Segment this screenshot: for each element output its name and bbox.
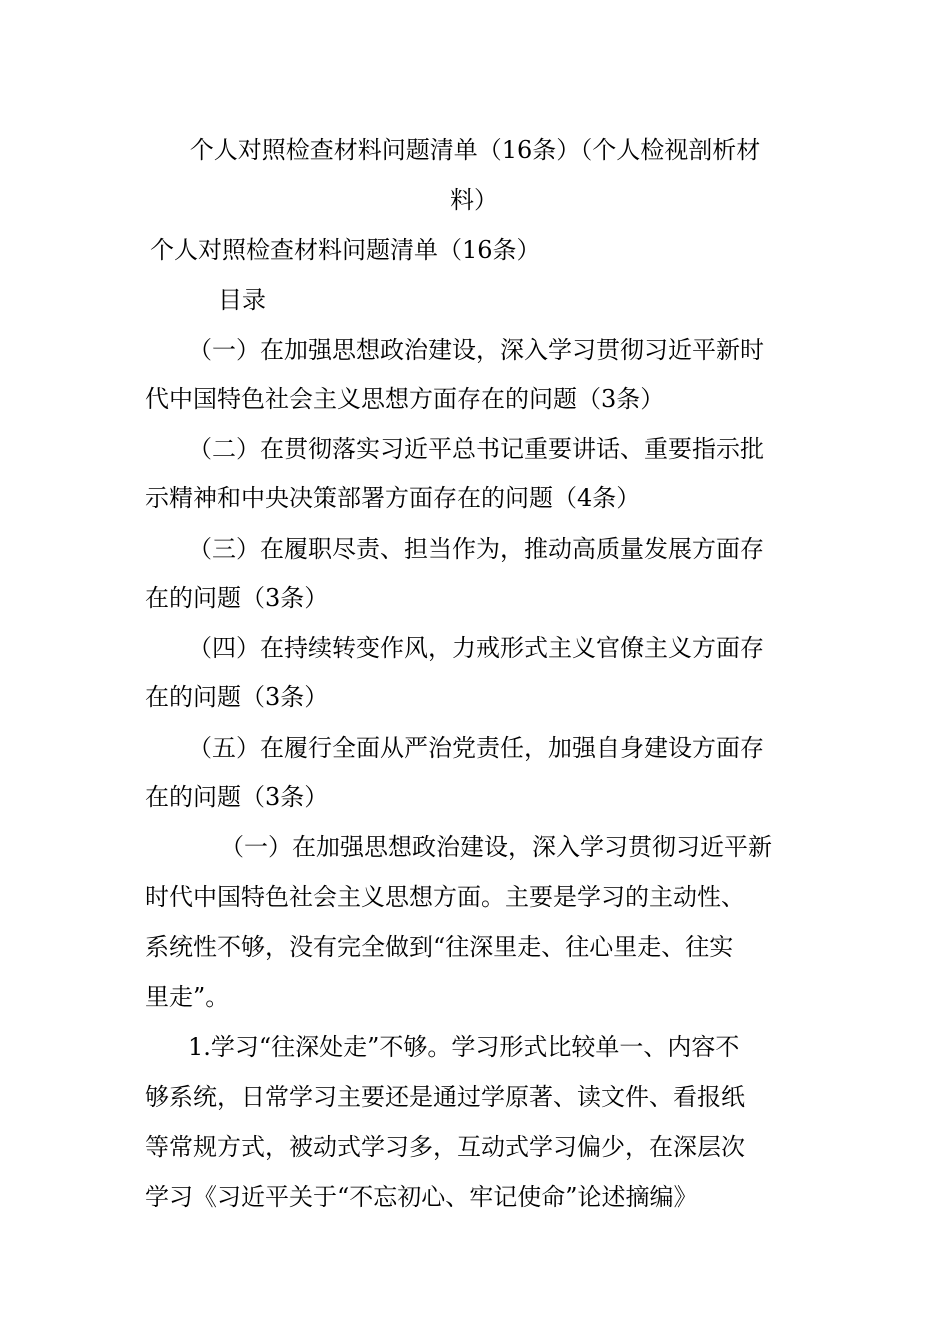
item-1-line-2: 够系统，日常学习主要还是通过学原著、读文件、看报纸	[145, 1083, 745, 1111]
toc-item-3-line-1: （三）在履职尽责、担当作为，推动高质量发展方面存	[188, 535, 764, 563]
section-1-line-4: 里走”。	[145, 983, 230, 1011]
section-1-line-1: （一）在加强思想政治建设，深入学习贯彻习近平新	[220, 833, 772, 861]
toc-item-4-line-2: 在的问题（3条）	[145, 683, 329, 711]
section-1-line-3: 系统性不够，没有完全做到“往深里走、往心里走、往实	[145, 933, 734, 961]
document-title-line-1: 个人对照检查材料问题清单（16条）（个人检视剖析材	[189, 136, 761, 164]
toc-item-3-line-2: 在的问题（3条）	[145, 584, 329, 612]
item-1-line-4: 学习《习近平关于“不忘初心、牢记使命”论述摘编》	[145, 1183, 698, 1211]
toc-item-5-line-1: （五）在履行全面从严治党责任，加强自身建设方面存	[188, 734, 764, 762]
section-1-line-2: 时代中国特色社会主义思想方面。主要是学习的主动性、	[145, 883, 745, 911]
toc-item-1-line-2: 代中国特色社会主义思想方面存在的问题（3条）	[145, 385, 665, 413]
toc-item-5-line-2: 在的问题（3条）	[145, 783, 329, 811]
toc-item-4-line-1: （四）在持续转变作风，力戒形式主义官僚主义方面存	[188, 634, 764, 662]
document-subtitle: 个人对照检查材料问题清单（16条）	[150, 236, 541, 264]
toc-item-2-line-2: 示精神和中央决策部署方面存在的问题（4条）	[145, 484, 641, 512]
toc-item-1-line-1: （一）在加强思想政治建设，深入学习贯彻习近平新时	[188, 336, 764, 364]
toc-heading: 目录	[218, 286, 266, 314]
item-1-line-1: 1.学习“往深处走”不够。学习形式比较单一、内容不	[188, 1033, 740, 1061]
toc-item-2-line-1: （二）在贯彻落实习近平总书记重要讲话、重要指示批	[188, 435, 764, 463]
item-1-line-3: 等常规方式，被动式学习多，互动式学习偏少，在深层次	[145, 1133, 745, 1161]
document-title-line-2: 料）	[450, 186, 498, 214]
